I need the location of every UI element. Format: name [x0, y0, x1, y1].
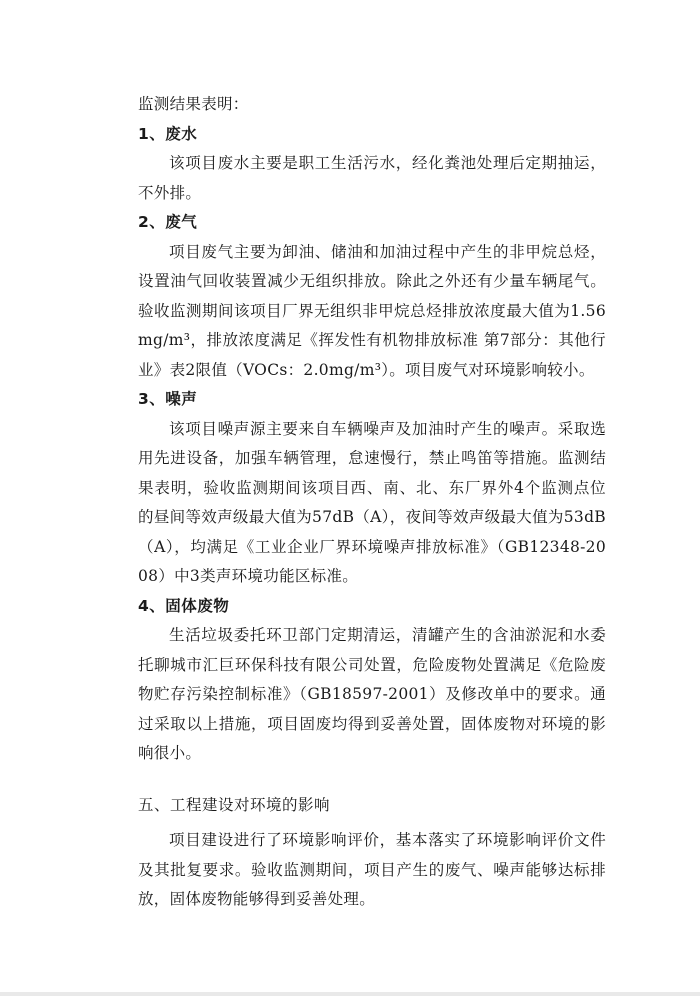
heading-solid-waste: 4、固体废物 [138, 596, 230, 615]
heading-waste-gas: 2、废气 [138, 213, 198, 231]
intro-text: 监测结果表明： [138, 95, 249, 113]
paragraph-wastewater: 该项目废水主要是职工生活污水，经化粪池处理后定期抽运，不外排。 [138, 154, 606, 202]
section-five-paragraph: 项目建设进行了环境影响评价，基本落实了环境影响评价文件及其批复要求。验收监测期间，项目产生的废气、噪声能够达标排放，固体废物能够得到妥善处理。 [138, 831, 606, 908]
page-content [138, 90, 606, 915]
paragraph-solid-waste: 生活垃圾委托环卫部门定期清运，清罐产生的含油淤泥和水委托聊城市汇巨环保科技有限公司处置，危险废物处置满足《危险废物贮存污染控制标准》（GB18597-2001）及修改单中的要求。通过采取以上措施，项目固废均得到妥善处置，固体废物对环境的影响很小。 [138, 626, 606, 762]
heading-wastewater: 1、废水 [138, 124, 198, 143]
paragraph-waste-gas: 项目废气主要为卸油、储油和加油过程中产生的非甲烷总烃，设置油气回收装置减少无组织排放。除此之外还有少量车辆尾气。验收监测期间该项目厂界无组织非甲烷总烃排放浓度最大值为1.56mg/m³，排放浓度满足《挥发性有机物排放标准 第7部分：其他行业》表2限值（VOCs：2.0mg/m³）。项目废气对环境影响较小。 [138, 242, 606, 379]
section-five-title: 五、工程建设对环境的影响 [138, 795, 331, 814]
heading-noise: 3、噪声 [138, 390, 198, 408]
paragraph-noise: 该项目噪声源主要来自车辆噪声及加油时产生的噪声。采取选用先进设备，加强车辆管理，怠速慢行，禁止鸣笛等措施。监测结果表明，验收监测期间该项目西、南、北、东厂界外4个监测点位的昼间等效声级最大值为57dB（A），夜间等效声级最大值为53dB（A），均满足《工业企业厂界环境噪声排放标准》（GB12348-2008）中3类声环境功能区标准。 [138, 419, 606, 585]
page-bottom-edge [0, 992, 700, 996]
